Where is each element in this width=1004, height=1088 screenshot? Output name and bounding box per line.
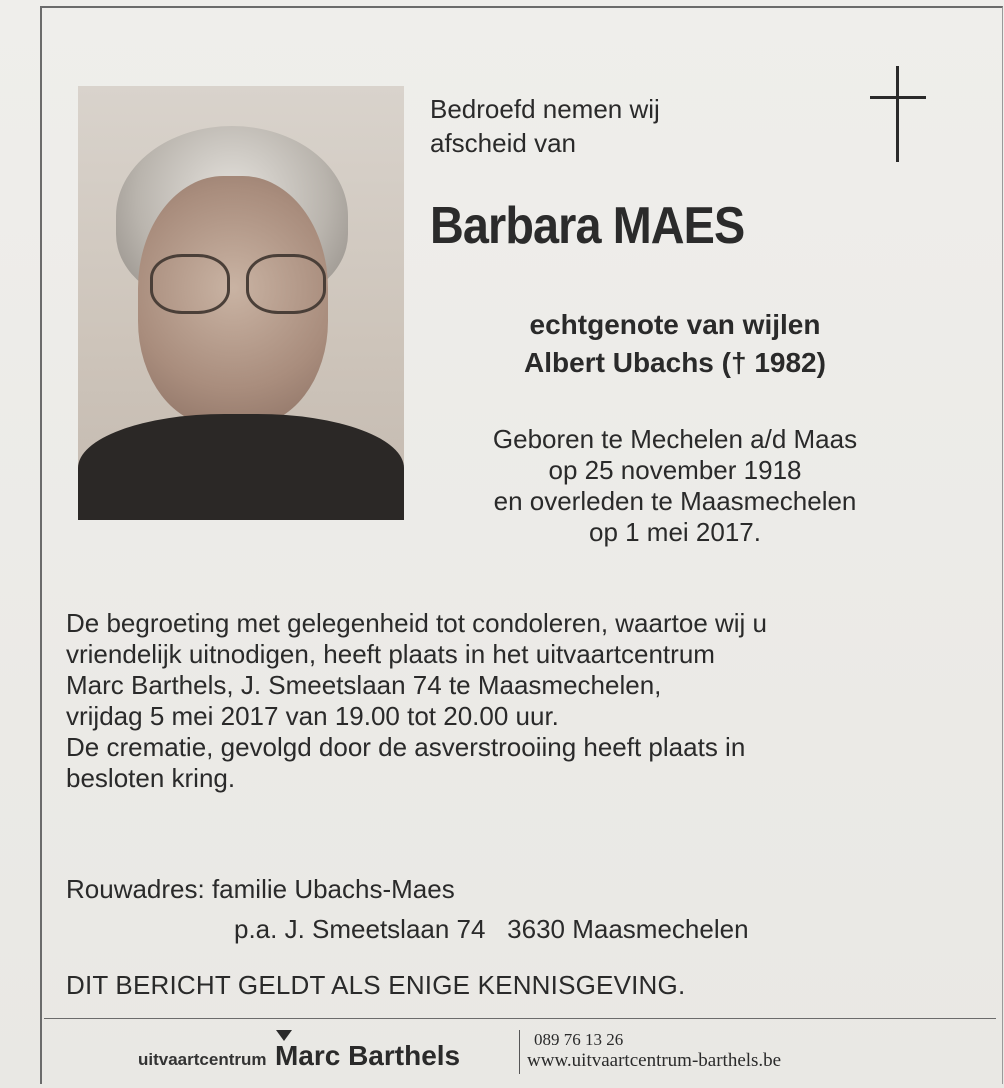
ceremony-text <box>66 608 767 794</box>
logo-brand: Marc Barthels <box>274 1040 461 1071</box>
funeral-home-logo <box>138 1040 460 1072</box>
spouse-text <box>440 306 910 382</box>
spouse-line: Albert Ubachs († 1982) <box>524 347 826 378</box>
birth-line: Geboren te Mechelen a/d Maas <box>492 424 858 454</box>
footer-separator <box>519 1030 520 1074</box>
portrait-photo <box>78 86 404 520</box>
body-line: besloten kring. <box>66 763 236 793</box>
intro-text <box>430 92 660 160</box>
cross-icon <box>868 66 928 162</box>
body-line: De begroeting met gelegenheid tot condoleren, waartoe wij u <box>66 608 768 638</box>
body-line: vrijdag 5 mei 2017 van 19.00 tot 20.00 uur. <box>66 701 559 731</box>
birth-line: op 25 november 1918 <box>548 455 802 485</box>
mourning-address-line1: Rouwadres: familie Ubachs-Maes <box>66 874 455 904</box>
birth-line: en overleden te Maasmechelen <box>493 486 857 516</box>
footer-divider <box>44 1018 996 1019</box>
body-line: Marc Barthels, J. Smeetslaan 74 te Maasmechelen, <box>66 670 662 700</box>
intro-line: afscheid van <box>430 128 576 158</box>
body-line: vriendelijk uitnodigen, heeft plaats in het uitvaartcentrum <box>66 639 715 669</box>
mourning-address-line2: p.a. J. Smeetslaan 74 3630 Maasmechelen <box>234 914 749 944</box>
deceased-name: Barbara MAES <box>430 197 745 255</box>
logo-prefix: uitvaartcentrum <box>138 1050 267 1069</box>
footer-phone: 089 76 13 26 <box>534 1030 624 1049</box>
footer-website[interactable]: www.uitvaartcentrum-barthels.be <box>527 1050 782 1071</box>
body-line: De crematie, gevolgd door de asverstrooiing heeft plaats in <box>66 732 746 762</box>
birth-death-text <box>440 424 910 548</box>
birth-line: op 1 mei 2017. <box>588 517 761 547</box>
notice-text: DIT BERICHT GELDT ALS ENIGE KENNISGEVING. <box>66 970 686 1000</box>
intro-line: Bedroefd nemen wij <box>430 94 660 124</box>
spouse-line: echtgenote van wijlen <box>529 309 821 340</box>
